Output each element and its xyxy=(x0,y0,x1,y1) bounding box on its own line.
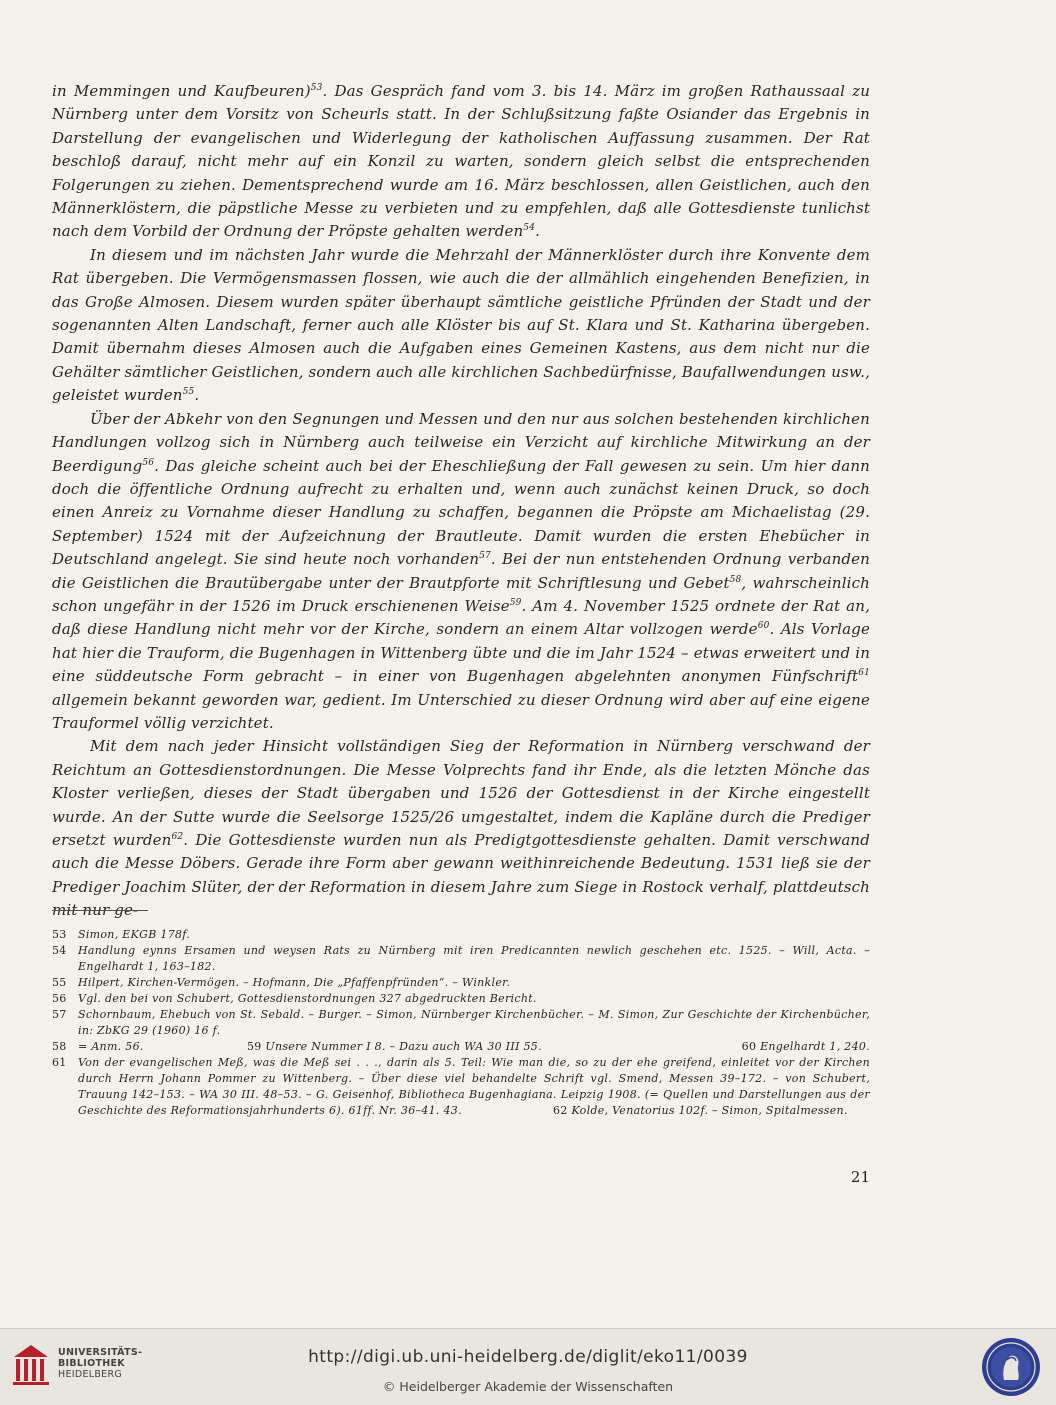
paragraph-4 xyxy=(52,735,870,922)
footnote-56: 56 Vgl. den bei von Schubert, Gottesdienstordnungen 327 abgedruckten Bericht. xyxy=(52,992,537,1005)
footnote-61: 61 Von der evangelischen Meß, was die Meß sei . . ., darin als 5. Teil: Wie man die, so zu der ehe greifend, einleitet vor der Kirchen durch Herrn Johann Pommer zu Wittenberg. – Über diese viel behandelte Schrift vgl. Smend, Messen 39–172. – von Schubert, Trauung 142–153. – WA 30 III. 48–53. – G. Geisenhof, Bibliotheca Bugenhagiana. Leipzig 1908. (= Quellen und Darstellungen aus der Geschichte des Reformationsjahrhunderts 6). 61ff. Nr. 36–41. 43. 62 Kolde, Venatorius 102f. – Simon, Spitalmessen. xyxy=(52,1056,870,1117)
footnote-row-58-60 xyxy=(52,1039,870,1055)
text-run: , wahrscheinlich schon ungefähr in der 1526 im Druck erschienenen Weise xyxy=(52,573,870,615)
text-run: Mit dem nach jeder Hinsicht vollständigen Sieg der Reformation in Nürnberg verschwand der Reichtum an Gottesdienstordnungen. Die Messe Volprechts fand ihr Ende, als die letzten Mönche das Kloster verließen, dieses der Stadt übergaben und 1526 der Gottesdienst in der Kirche eingestellt wurde. An der Sutte wurde die Seelsorge 1525/26 umgestaltet, indem die Kapläne durch die Prediger ersetzt wurden xyxy=(52,737,870,849)
text-run: . Als Vorlage hat hier die Trauform, die Bugenhagen in Wittenberg übte und die im Jahr 1524 – etwas erweitert und in eine süddeutsche Form gebracht – in einer von Bugenhagen abgelehnten anonymen Fünfschrift xyxy=(52,620,870,686)
body-text xyxy=(52,80,870,923)
footnote-57: 57 Schornbaum, Ehebuch von St. Sebald. – Burger. – Simon, Nürnberger Kirchenbücher. – M. Simon, Zur Geschichte der Kirchenbücher, in: ZbKG 29 (1960) 16 f. xyxy=(52,1008,870,1037)
footnote-separator xyxy=(52,910,148,911)
academy-seal-icon[interactable] xyxy=(980,1336,1042,1398)
footnote-ref-57[interactable]: 57 xyxy=(479,551,491,562)
text-run: allgemein bekannt geworden war, gedient. Im Unterschied zu dieser Ordnung wird aber auf eine eigene Trauformel völlig verzichtet. xyxy=(52,690,870,732)
page-number: 21 xyxy=(850,1168,870,1186)
paragraph-1 xyxy=(52,80,870,244)
footnote-ref-58[interactable]: 58 xyxy=(729,574,742,585)
footnote-ref-62[interactable]: 62 xyxy=(171,832,184,842)
viewer-footer xyxy=(0,1328,1056,1405)
copyright-notice: © Heidelberger Akademie der Wissenschaften xyxy=(382,1379,674,1394)
footnote-ref-53[interactable]: 53 xyxy=(310,83,323,93)
text-run: . Am 4. November 1525 ordnete der Rat an, daß diese Handlung nicht mehr vor der Kirche, sondern an einem Altar vollzogen werde xyxy=(52,596,870,639)
text-run: In diesem und im nächsten Jahr wurde die Mehrzahl der Männerklöster durch ihre Konvente dem Rat übergeben. Die Vermögensmassen flossen, wie auch die der allmählich eingehenden Benefizien, in das Große Almosen. Diesem wurden später überhaupt sämtliche geistliche Pfründen der Stadt und der sogenannten Alten Landschaft, ferner auch alle Klöster bis auf St. Klara und St. Katharina übergeben. Damit übernahm dieses Almosen auch die Aufgaben eines Gemeinen Kastens, aus dem nicht nur die Gehälter sämtlicher Geistlichen, sondern auch alle kirchlichen Sachbedürfnisse, Baufallwendungen usw., geleistet wurden xyxy=(52,245,870,405)
text-run: . Die Gottesdienste wurden nun als Predigtgottesdienste gehalten. Damit verschwand auch die Messe Döbers. Gerade ihre Form aber gewann weithinreichende Bedeutung. 1531 ließ sie der Prediger Joachim Slüter, der der Reformation in diesem Jahre zum Siege in Rostock verhalf, plattdeutsch mit nur ge- xyxy=(52,831,870,920)
footnotes xyxy=(52,927,870,1119)
footnote-54: 54 Handlung eynns Ersamen und weysen Rats zu Nürnberg mit iren Predicannten newlich geschehen etc. 1525. – Will, Acta. – Engelhardt 1, 163–182. xyxy=(52,944,870,973)
footnote-58: 58 = Anm. 56. xyxy=(52,1040,144,1053)
text-run: . Das gleiche scheint auch bei der Eheschließung der Fall gewesen zu sein. Um hier dann doch die öffentliche Ordnung aufrecht zu erhalten und, wenn auch zunächst keinen Druck, so doch einen Anreiz zu Vornahme dieser Handlung zu schaffen, begannen die Pröpste am Michaelistag (29. September) 1524 mit der Aufzeichnung der Brautleute. Damit wurden die ersten Ehebücher in Deutschland angelegt. Sie sind heute noch vorhanden xyxy=(52,456,870,569)
footnote-ref-54[interactable]: 54 xyxy=(523,223,536,234)
footnote-62: 62 Kolde, Venatorius 102f. – Simon, Spitalmessen. xyxy=(553,1104,848,1117)
text-run: . Bei der nun entstehenden Ordnung verbanden die Geistlichen die Brautübergabe unter der Brautpforte mit Schriftlesung und Gebet xyxy=(52,550,870,592)
text-run: Über der Abkehr von den Segnungen und Messen und den nur aus solchen bestehenden kirchlichen Handlungen vollzog sich in Nürnberg auch teilweise ein Verzicht auf kirchliche Mitwirkung an der Beerdigung xyxy=(52,409,870,475)
paragraph-2 xyxy=(52,244,870,408)
footnote-ref-60[interactable]: 60 xyxy=(757,621,770,632)
footnote-ref-55[interactable]: 55 xyxy=(182,387,195,398)
footnote-ref-56[interactable]: 56 xyxy=(142,457,155,468)
text-run: . xyxy=(535,222,540,241)
footnote-ref-61[interactable]: 61 xyxy=(858,668,870,679)
permalink-url[interactable]: http://digi.ub.uni-heidelberg.de/diglit/eko11/0039 xyxy=(308,1347,748,1367)
footnote-60: 60 Engelhardt 1, 240. xyxy=(741,1040,870,1053)
footnote-53: 53 Simon, EKGB 178f. xyxy=(52,928,191,941)
paragraph-3 xyxy=(52,408,870,736)
footnote-55: 55 Hilpert, Kirchen-Vermögen. – Hofmann, Die „Pfaffenpfründen“. – Winkler. xyxy=(52,976,511,989)
footnote-59: 59 Unsere Nummer I 8. – Dazu auch WA 30 III 55. xyxy=(247,1040,542,1053)
footnote-ref-59[interactable]: 59 xyxy=(509,597,522,608)
text-run: in Memmingen und Kaufbeuren) xyxy=(52,82,311,100)
library-name: UNIVERSITÄTS- BIBLIOTHEK HEIDELBERG xyxy=(58,1347,143,1380)
text-run: . Das Gespräch fand vom 3. bis 14. März im großen Rathaussaal zu Nürnberg unter dem Vorsitz von Scheurls statt. In der Schlußsitzung faßte Osiander das Ergebnis in Darstellung der evangelischen und Widerlegung der katholischen Auffassung zusammen. Der Rat beschloß darauf, nicht mehr auf ein Konzil zu warten, sondern gleich selbst die entsprechenden Folgerungen zu ziehen. Dementsprechend wurde am 16. März beschlossen, allen Geistlichen, auch den Männerklöstern, die päpstliche Messe zu verbieten und zu empfehlen, daß alle Gottesdienste tunlichst nach dem Vorbild der Ordnung der Pröpste gehalten werden xyxy=(52,82,871,241)
text-run: . xyxy=(194,386,200,405)
